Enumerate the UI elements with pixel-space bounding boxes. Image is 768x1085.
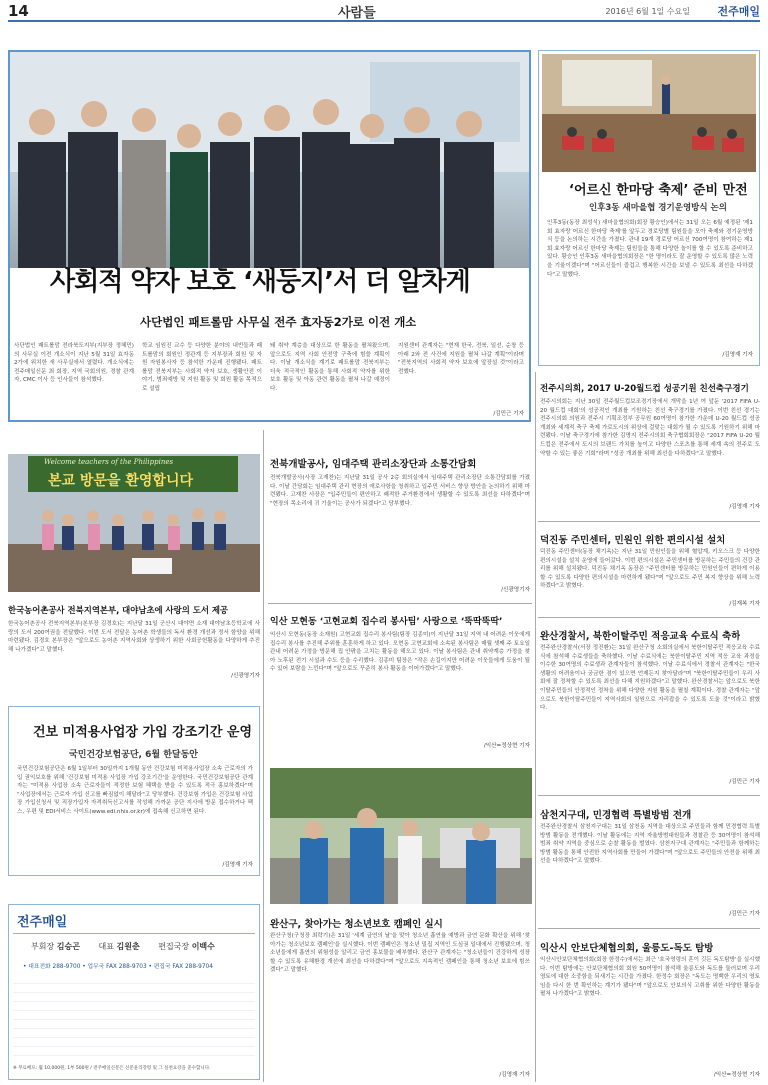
lead-article	[8, 50, 531, 422]
farm-banner-en: Welcome teachers of the Philippines	[44, 458, 174, 466]
lead-body-col2: 학교 임원진 교수 등 다양한 분야의 내빈들과 패트롤맘의 회원인 정관계 등 지부장과 회원 및 자원 자원봉사자 등 참석한 가운데 진행됐다. 패트롤맘 전북지부는 사회적 약자 보호, 생활안전 이야기, 범죄예방 및 지원 활동 및 회원 활동 목적으로 설립	[142, 343, 262, 392]
column-divider	[263, 430, 264, 1082]
festival-article	[538, 50, 760, 366]
divider	[538, 928, 760, 929]
insurance-headline: 건보 미적용사업장 가입 강조기간 운영	[33, 725, 253, 740]
hall-photo	[542, 54, 756, 172]
volunteer-headline: 익산 모현동 ‘고현교회 집수리 봉사팀’ 사랑으로 ‘뚝딱뚝딱’	[270, 617, 503, 627]
u20-body: 전주시의회는 지난 30일 전주월드컵보조경기장에서 개막을 1년 여 앞둔 '2017 FIFA U-20 월드컵 대회'의 성공적인 개최를 기원하는 친선 축구경기를 가졌다. 이번 친선 경기는 전주시의회 의원과 전주시 기획조정부 공무원 60여명이 참가한 가운데 U-20 월드컵 성공 개최와 세계적 축구 축제 가로도시의 위상에 걸맞는 대회가 될 수 있도록 기원하기 위해 마련됐다. 이날 축구경기에 참가한 김명지 전주시의회 축구협회회장은 "2017 FIFA U-20 월드컵은 전주에서 도시의 브랜드 가치를 높이고 다양한 스포츠를 통해 세계 속의 전주로 도약할 수 있는 좋은 기회"라며 "성공 개최를 위해 최선을 다하겠다"고 말했다.	[540, 399, 760, 457]
masthead-contacts: • 대표전화 288-9700 • 업무국 FAX 288-9703 • 편집국 FAX 288-9704	[23, 964, 213, 970]
lead-body-col3: 돼 취약 계층을 대상으로 한 활동을 펼쳐왔으며, 앞으로도 지역 사회 안전망 구축에 힘쓸 계획이다. 이날 개소식을 계기로 패트롤맘 전북지부는 더욱 적극적인 활동을 통해 사회적 약자를 위한 보호 활동 및 아동 관련 활동을 펼쳐 나갈 예정이다.	[270, 343, 390, 392]
insurance-body: 국민건강보험공단은 6월 1일부터 30일까지 1개월 동안 건강보험 미적용사업장 소속 근로자의 가입 권익보호를 위해 '건강보험 미적용 사업장 가입 강조기간'을 운영한다. 국민건강보험공단 관계자는 "미적용 사업장 소속 근로자들이 적정한 보험 혜택을 받을 수 있도록 적극 홍보하겠다"며 "사업장에서는 근로자 가입 신고를 빠짐없이 해달라"고 당부했다. 건강보험 가입은 건강보험 사업장 가입신청서 및 직장가입자 자격취득신고서를 작성해 가까운 공단 지사에 방문 접수하거나 팩스, 우편 및 EDI서비스 사이트(www.edi.nhis.or.kr)에 접속해 신고하면 된다.	[17, 766, 253, 815]
issue-date: 2016년 6월 1일 수요일	[605, 7, 690, 16]
youth-headline: 완산구, 찾아가는 청소년보호 캠페인 실시	[270, 919, 443, 930]
newspaper-logo: 전주매일	[717, 5, 760, 18]
publisher-label: 부회장	[31, 942, 55, 951]
samcheon-headline: 삼천지구대, 민경협력 특별방범 전개	[540, 810, 692, 821]
police-headline: 완산경찰서, 북한이탈주민 적응교육 수료식 축하	[540, 631, 741, 642]
masthead	[8, 904, 260, 1080]
farm-body: 한국농어촌공사 전북지역본부(본부장 김경호)는 지난달 31일 군산시 대야면 소재 대야남초등학교에 사랑의 도서 200여권을 전달했다. 이번 도서 전달은 농어촌 학생들의 독서 환경 개선과 정서 함양을 위해 마련됐다. 김경호 본부장은 "앞으로도 농어촌 지역사회와 상생하기 위한 사회공헌활동을 다양하게 추진해 나가겠다"고 말했다.	[8, 621, 260, 653]
lh-credit: /신광영기자	[501, 587, 530, 593]
divider	[538, 795, 760, 796]
iksan-safety-headline: 익산시 안보단체협의회, 울릉도-독도 탐방	[540, 943, 714, 954]
page-number: 14	[8, 2, 29, 20]
samcheon-credit: /김민근 기자	[729, 911, 760, 917]
section-title: 사람들	[338, 6, 376, 21]
editor-name: 이백수	[191, 942, 215, 951]
deokjin-body: 덕진동 주민센터(동장 채기옥)는 지난 31일 민원인들을 위해 혈압계, 키오스크 등 다양한 편의시설을 설치 운영에 들어갔다. 이번 편의시설은 주민센터를 방문하는 주민들의 건강 관리를 위해 설치됐다. 덕진동 채기옥 동장은 "주민센터를 방문하는 민원인들이 편하게 이용할 수 있도록 다양한 편의시설을 마련하게 됐다"며 "앞으로도 주민 복지 향상을 위해 노력하겠다"고 밝혔다.	[540, 549, 760, 590]
police-credit: /김민근 기자	[729, 779, 760, 785]
farm-credit: /신광영기자	[231, 673, 260, 679]
page-header	[8, 0, 760, 22]
lh-body: 전북개발공사(사장 고재찬)는 지난달 31일 공사 2층 회의실에서 임대주택 관리소장단 소통간담회를 가졌다. 이날 간담회는 임대주택 관리 현장의 애로사항을 청취하고 입주민 서비스 향상 방안을 논의하기 위해 마련됐다. 고재찬 사장은 "입주민들이 편안하고 쾌적한 주거환경에서 생활할 수 있도록 최선을 다하겠다"며 "현장의 목소리에 귀 기울이는 공사가 되겠다"고 당부했다.	[270, 475, 530, 507]
volunteer-credit: /익산=정상현 기자	[483, 743, 530, 749]
divider	[538, 617, 760, 618]
festival-headline: ‘어르신 한마당 축제’ 준비 만전	[569, 183, 748, 198]
youth-credit: /김영재 기자	[499, 1072, 530, 1078]
lh-headline: 전북개발공사, 임대주택 관리소장단과 소통간담회	[270, 459, 477, 470]
divider	[538, 521, 760, 522]
festival-subhead: 인후3동 새마을협 경기운영방식 논의	[589, 203, 727, 213]
ceo-name: 김원춘	[116, 942, 140, 951]
lead-body-col4: 지원센터 관계자는 "현재 한국, 전북, 일선, 순창 등 아래 2와 전 사건에 지원을 펼쳐 나갈 계획"이라며 "전북지역의 사회적 약자 보호에 앞장설 것"이라고 전했다.	[398, 343, 524, 375]
masthead-footer: ※ 무료배포: 월 10,000원, 1부 500원 / 전주매일신문은 신문윤리강령 및 그 실천요강을 준수합니다.	[13, 1066, 211, 1071]
festival-credit: /김영재 기자	[722, 352, 753, 358]
youth-photo	[270, 768, 532, 904]
samcheon-body: 전주완산경찰서 삼천지구대는 31일 삼천동 지역을 대상으로 주민들과 함께 민경협력 특별방범 활동을 전개했다. 이날 활동에는 지역 자율방범대원들과 경찰관 등 30여명이 참석해 범죄 취약 지역을 중심으로 순찰 활동을 벌였다. 삼천지구대 관계자는 "주민들과 함께하는 방범 활동을 통해 안전한 지역사회를 만들어 가겠다"며 "앞으로도 주민들의 안전을 위해 최선을 다하겠다"고 말했다.	[540, 824, 760, 865]
festival-body: 인후3동(동장 최성식) 새마을협의회(회장 황승인)에서는 31일 오는 6월 예정된 '제1회 효자랑 어르신 한마당 축제'를 앞두고 경로당별 팀원들을 모아 축제와 경기운영방식 등을 논의하는 시간을 가졌다. 관내 19개 경로당 어르신 700여명이 참여하는 제1회 효자랑 어르신 한마당 축제는 팀원들을 통해 다양한 놀이를 할 수 있도록 준비하고 있다. 황승인 인후3동 새마을협의회장은 "한 명이라도 잘 운영할 수 있도록 많은 노력을 기울이겠다"며 "어르신들이 즐겁고 행복한 시간을 보낼 수 있도록 최선을 다하겠다"고 말했다.	[547, 220, 753, 278]
iksan-safety-body: 익산시안보단체협의회(회장 한정수)에서는 최근 '호국영령의 혼이 깃든 독도탐방'을 실시했다. 이번 탐방에는 안보단체협의회 회원 50여명이 참석해 울릉도와 독도를 둘러보며 우리 영토에 대한 소중함을 되새기는 시간을 가졌다. 한정수 회장은 "독도는 명백한 우리의 영토임을 다시 한 번 확인하는 계기가 됐다"며 "앞으로도 안보의식 고취를 위한 다양한 활동을 펼쳐 나가겠다"고 밝혔다.	[540, 957, 760, 998]
farm-headline: 한국농어촌공사 전북지역본부, 대야남초에 사랑의 도서 제공	[8, 605, 229, 615]
group-photo-people	[10, 52, 529, 268]
farm-banner: 본교 방문을 환영합니다	[48, 473, 193, 489]
police-body: 전주완산경찰서(서장 정진환)는 31일 완산구청 소회의실에서 북한이탈주민 적응교육 수료식에 참석해 수료생들을 축하했다. 이날 수료식에는 북한이탈주민 지역 적응 교육 과정을 이수한 30여명의 수료생과 관계자들이 참석했다. 이날 수료식에서 경찰서 관계자는 "한국 생활의 어려움이나 궁금한 점이 있으면 언제든지 찾아달라"며 "북한이탈주민들이 우리 사회에 잘 정착할 수 있도록 최선을 다해 지원하겠다"고 말했다. 완산경찰서는 앞으로도 북한이탈주민들의 안정적인 정착을 위해 다양한 지원 활동을 펼칠 계획이다. 경찰 관계자는 "앞으로도 북한이탈주민들이 지역사회의 일원으로 자리잡을 수 있도록 도울 것"이라고 밝혔다.	[540, 645, 760, 712]
masthead-people	[31, 941, 215, 952]
ceo-label: 대표	[98, 942, 114, 951]
insurance-subhead: 국민건강보험공단, 6월 한달동안	[69, 750, 198, 760]
volunteer-body: 익산시 모현동(동장 소재원) 고현교회 집수리 봉사팀(팀장 김종미)이 지난달 31일 지역 내 어려운 이웃에게 집수리 봉사를 추진해 주위를 훈훈하게 하고 있다. 모현동 고현교회에 소속된 봉사팀은 매월 셋째 주 토요일 관내 어려운 가정을 방문해 집 안팎을 고치는 활동을 해오고 있다. 이날 봉사팀은 관내 취약계층 가정을 찾아 노후된 전기 시설과 수도 등을 수리했다. 김종미 팀장은 "작은 손길이지만 어려운 이웃들에게 도움이 될 수 있어 보람을 느낀다"며 "앞으로도 꾸준히 봉사 활동을 이어가겠다"고 말했다.	[270, 632, 530, 673]
u20-headline: 전주시의회, 2017 U-20월드컵 성공기원 친선축구경기	[540, 384, 749, 394]
lead-credit: /김민근 기자	[493, 411, 524, 417]
farm-photo	[8, 454, 260, 592]
lead-body-col1: 사단법인 패트롤맘 전라북도지부(지부장 정혜민)의 사무실 이전 개소식이 지난 5월 31일 효자동 2가에 위치한 새 사무실에서 열렸다. 개소식에는 전주매일신문 최 회장, 지역 국회의원, 경찰 관계자, CMC 이사 등 인사들이 참석했다.	[14, 343, 134, 384]
youth-body: 완산구청(구청장 최락기)은 31일 '세계 금연의 날'을 맞아 청소년 흡연율 예방과 금연 문화 확산을 위해 '찾아가는 청소년보호 캠페인'을 실시했다. 이번 캠페인은 청소년 밀집 지역인 도심권 일대에서 진행됐으며, 청소년들에게 흡연의 위험성을 알리고 금연 홍보물을 배부했다. 완산구 관계자는 "청소년들이 건강하게 성장할 수 있도록 유해환경 개선에 최선을 다하겠다"며 "앞으로도 지속적인 캠페인을 통해 청소년 보호에 힘쓰겠다"고 말했다.	[270, 933, 530, 974]
divider	[13, 933, 255, 934]
lead-headline: 사회적 약자 보호 ‘새둥지’서 더 알차게	[50, 267, 470, 297]
editor-label: 편집국장	[158, 942, 190, 951]
publisher-name: 김승곤	[56, 942, 80, 951]
festival-photo	[542, 54, 756, 172]
divider	[268, 603, 532, 604]
lead-subhead: 사단법인 패트롤맘 사무실 전주 효자동2가로 이전 개소	[140, 315, 417, 329]
iksan-safety-credit: /익산=정상현 기자	[713, 1072, 760, 1078]
campaign-photo	[270, 768, 532, 904]
insurance-credit: /김영재 기자	[222, 862, 253, 868]
u20-credit: /김영재 기자	[729, 504, 760, 510]
deokjin-headline: 덕진동 주민센터, 민원인 위한 편의시설 설치	[540, 535, 726, 546]
insurance-article	[8, 706, 260, 876]
masthead-directory	[13, 975, 255, 1061]
deokjin-credit: /김재복 기자	[729, 601, 760, 607]
masthead-name: 전주매일	[17, 915, 68, 930]
lead-photo	[10, 52, 529, 268]
column-divider	[535, 372, 536, 1082]
